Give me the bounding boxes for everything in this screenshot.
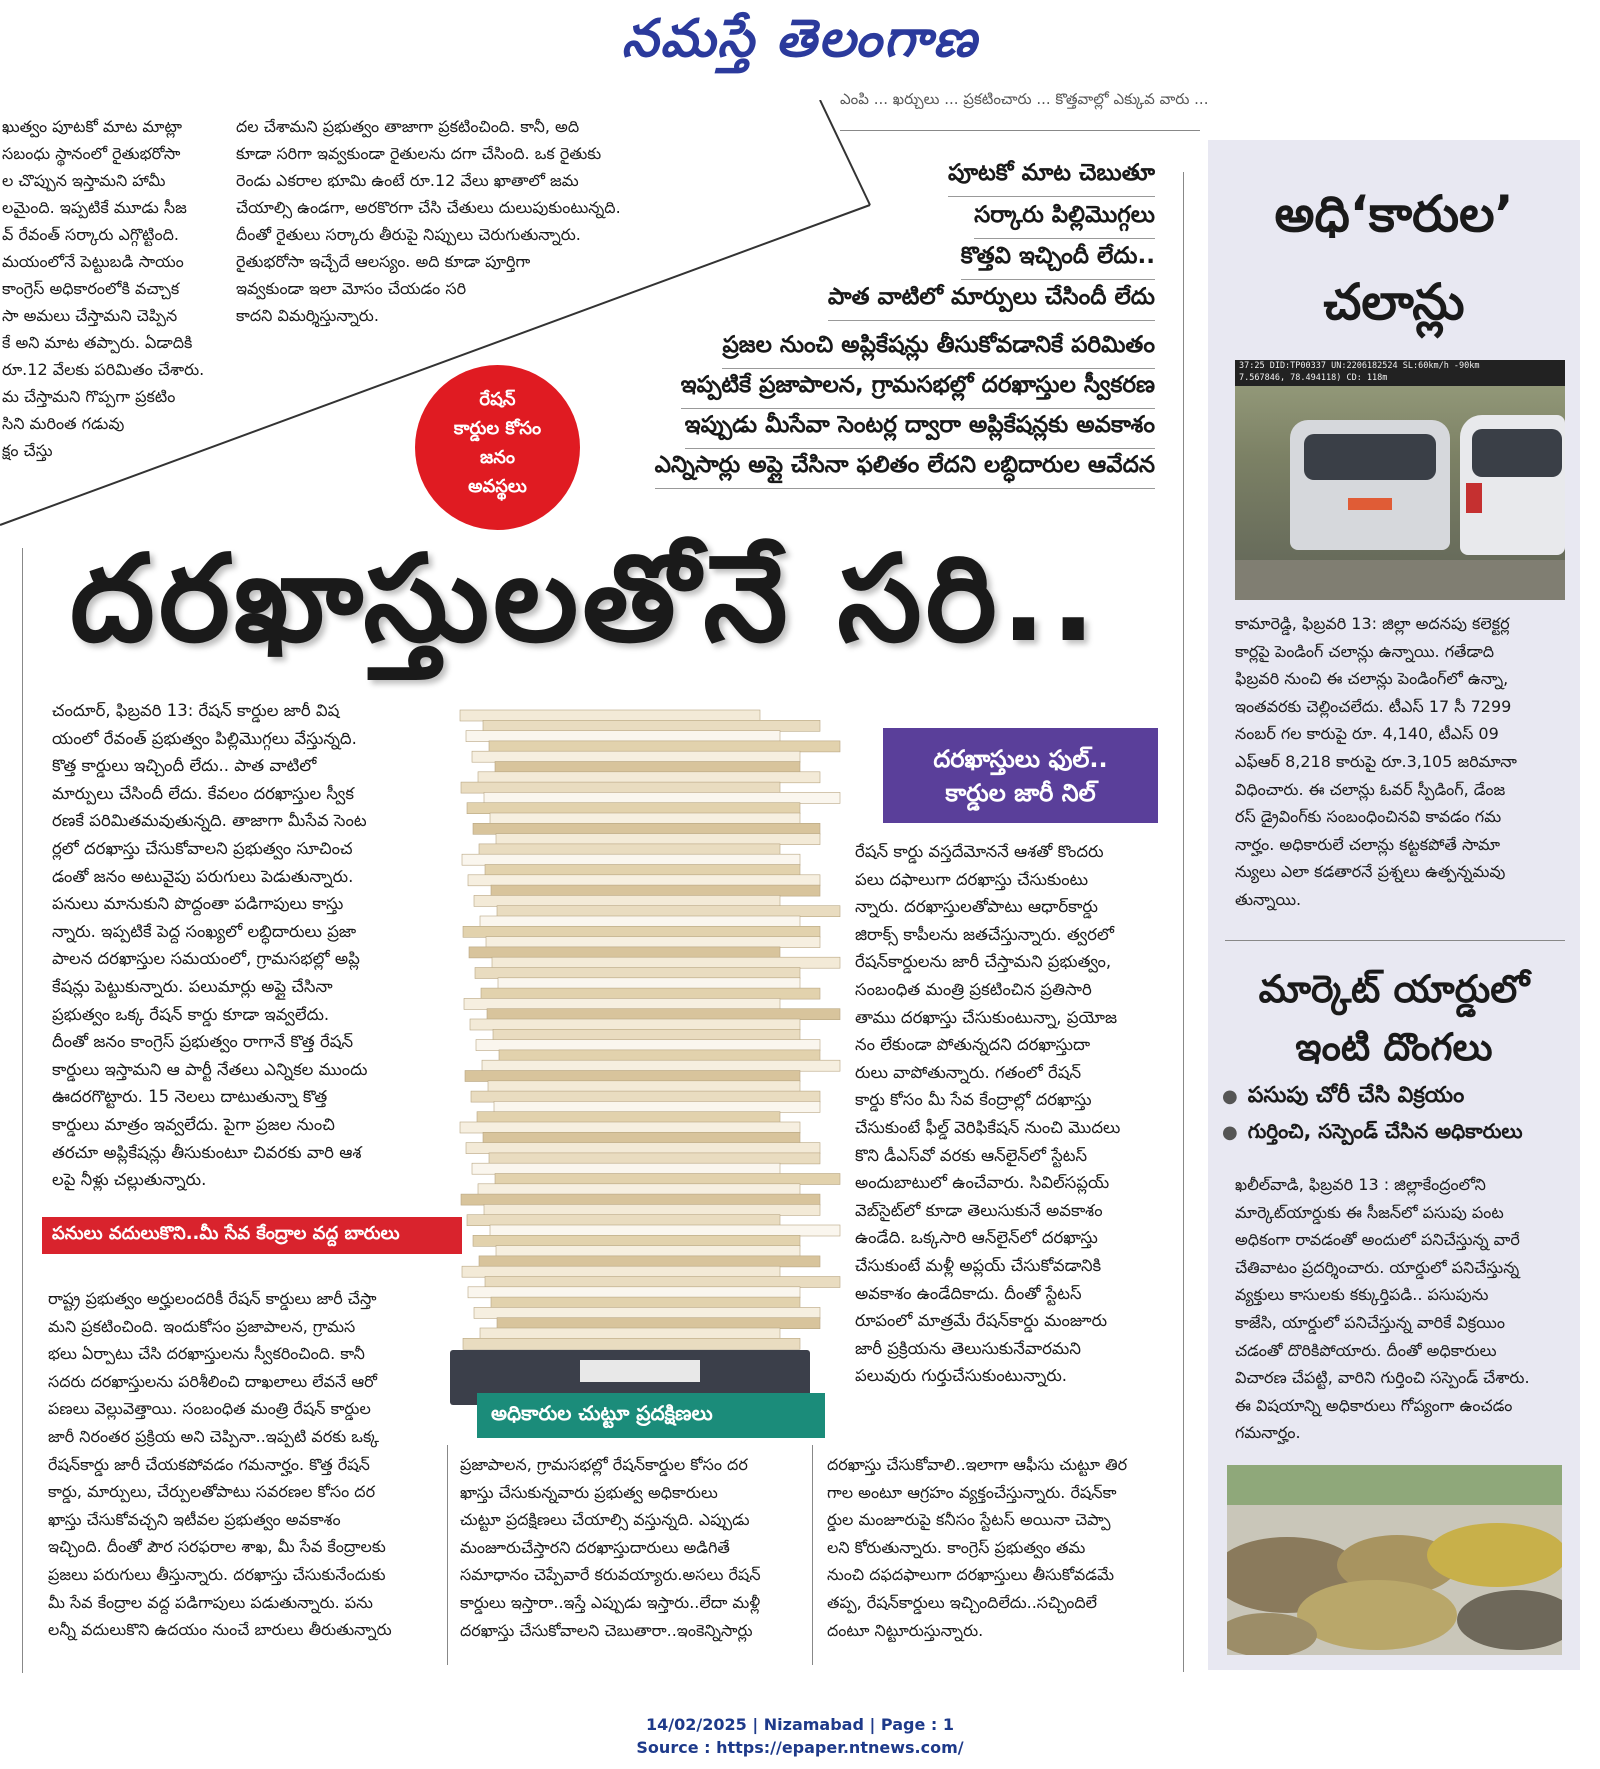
- paper-layer: [479, 844, 780, 855]
- text-line: ల చొప్పున ఇస్తామని హామీ: [2, 171, 166, 190]
- badge-line: కార్డుల కోసం: [453, 418, 542, 439]
- text-line: క్షం చేస్తు: [2, 441, 53, 460]
- car-shape: [1460, 415, 1565, 555]
- text-line: వెబ్‌సైట్‌లో కూడా తెలుసుకునే అవకాశం: [855, 1200, 1103, 1220]
- paper-layer: [464, 998, 780, 1009]
- box-line: కార్డుల జారీ నిల్: [945, 779, 1096, 807]
- text-line: లపై నీళ్లు చల్లుతున్నారు.: [52, 1170, 207, 1190]
- text-line: పలువురు గుర్తుచేసుకుంటున్నారు.: [855, 1366, 1068, 1386]
- paper-layer: [489, 1153, 820, 1164]
- text-line: చేసుకుంటే మళ్లీ అప్లయ్ చేసుకోవడానికి: [855, 1255, 1102, 1275]
- article-right-col: [855, 838, 1157, 1390]
- paper-layer: [461, 782, 780, 793]
- text-line: ఊదరగొట్టారు. 15 నెలలు దాటుతున్నా కొత్త: [52, 1087, 328, 1107]
- text-line: న్నారు. దరఖాస్తులతోపాటు ఆధార్‌కార్డు: [855, 897, 1098, 917]
- prev-story-col1: [2, 113, 212, 464]
- text-line: ఇచ్చింది. దీంతో పౌర సరఫరాల శాఖ, మీ సేవ కేంద్రాలకు: [48, 1537, 386, 1557]
- text-line: మీ సేవ కేంద్రాల వద్ద పడిగాపులు పడుతున్నారు. పను: [48, 1592, 373, 1612]
- camera-overlay: [1235, 360, 1565, 386]
- deck-line: పాత వాటిలో మార్పులు చేసిందీ లేదు: [828, 284, 1155, 321]
- paper-layer: [480, 1328, 780, 1339]
- paper-layer: [467, 1215, 780, 1226]
- text-line: కామారెడ్డి, ఫిబ్రవరి 13: జిల్లా అదనపు కలెక్టర్ల: [1235, 614, 1510, 633]
- paper-layer: [482, 1060, 840, 1071]
- text-line: రాష్ట్ర ప్రభుత్వం అర్హులందరికీ రేషన్ కార్డులు జారీ చేస్తా: [48, 1289, 377, 1308]
- paper-layer: [473, 823, 820, 834]
- text-line: మ చేస్తామని గొప్పగా ప్రకటిం: [2, 387, 176, 406]
- paper-layer: [475, 968, 800, 979]
- paper-layer: [478, 772, 820, 783]
- text-line: జిరాక్స్ కాపీలను జతచేస్తున్నారు. త్వరలో: [855, 924, 1114, 944]
- text-line: కాంగ్రెస్ అధికారంలోకి వచ్చాక: [2, 279, 180, 298]
- sidebar-title: [1210, 170, 1578, 346]
- text-line: జారీ ప్రక్రియను తెలుసుకునేవారమని: [855, 1338, 1081, 1358]
- text-line: రస్ డ్రైవింగ్‌కు సంబంధించినవి కావడం గమ: [1235, 807, 1502, 827]
- text-line: రెండు ఎకరాల భూమి ఉంటే రూ.12 వేలు ఖాతాలో జమ: [236, 171, 579, 190]
- badge-line: రేషన్: [479, 389, 516, 410]
- text-line: న్నారు. ఇప్పటికే పెద్ద సంఖ్యలో లబ్ధిదారులు ప్రజా: [52, 921, 357, 941]
- bullet-list: [1222, 1083, 1572, 1148]
- text-line: కూడా సరిగా ఇవ్వకుండా రైతులను దగా చేసింది. ఒక రైతుకు: [236, 144, 602, 163]
- bullet-icon: ●: [1222, 1086, 1238, 1107]
- paper-layer: [460, 1122, 800, 1133]
- paper-layer: [490, 1225, 840, 1236]
- text-line: ఖుత్వం పూటకో మాట మాట్లా: [2, 117, 182, 136]
- deck-line: ఎన్నిసార్లు అప్లై చేసినా ఫలితం లేదని లబ్ధిదారుల ఆవేదన: [655, 452, 1155, 489]
- divider: [447, 1445, 448, 1665]
- deck-line: ఇప్పటికే ప్రజాపాలన, గ్రామసభల్లో దరఖాస్తుల స్వీకరణ: [681, 372, 1155, 409]
- paper-layer: [484, 792, 840, 803]
- text-line: పనులు మానుకుని పొద్దంతా పడిగాపులు కాస్తు: [52, 894, 344, 914]
- subhead-bar: పనులు వదులుకొని..మీ సేవ కేంద్రాల వద్ద బారులు: [42, 1217, 462, 1254]
- text-line: భలు ఏర్పాటు చేసి దరఖాస్తులను స్వీకరించింది. కానీ: [48, 1344, 365, 1364]
- text-line: రూ.12 వేలకు పరిమితం చేశారు.: [2, 360, 205, 379]
- paper-layer: [486, 937, 820, 948]
- paper-layer: [495, 762, 800, 773]
- divider: [840, 130, 1200, 131]
- text-line: ఖలీల్‌వాడి, ఫిబ్రవరి 13 : జిల్లాకేంద్రంలోని: [1235, 1175, 1486, 1194]
- text-line: సబంధు స్థానంలో రైతుభరోసా: [2, 144, 181, 163]
- text-line: న్యులు ఎలా కడతారనే ప్రశ్నలు ఉత్పన్నమవు: [1235, 862, 1506, 882]
- paper-layer: [471, 1091, 820, 1102]
- text-line: చడంతో దొరికిపోయారు. దీంతో అధికారులు: [1235, 1340, 1497, 1360]
- text-line: ఖాస్తు చేసుకోవచ్చని ఇటీవల ప్రభుత్వం అవకాశం: [48, 1509, 341, 1529]
- text-line: లని కోరుతున్నారు. కాంగ్రెస్ ప్రభుత్వం తమ: [827, 1537, 1086, 1557]
- divider: [1183, 172, 1184, 1672]
- text-line: చందూర్, ఫిబ్రవరి 13: రేషన్ కార్డుల జారీ విష: [52, 701, 340, 720]
- deck-line: పూటకో మాట చెబుతూ: [948, 160, 1155, 197]
- footer-source: Source : https://epaper.ntnews.com/: [636, 1738, 964, 1757]
- paper-layer: [495, 1174, 840, 1185]
- paper-layer: [492, 957, 840, 968]
- paper-layer: [478, 1184, 800, 1195]
- paper-layer: [476, 1040, 820, 1051]
- text-line: తాము దరఖాస్తు చేసుకుంటున్నా, ప్రయోజ: [855, 1007, 1118, 1027]
- paper-layer: [466, 1143, 820, 1154]
- text-line: సంబంధిత మంత్రి ప్రకటించిన ప్రతిసారి: [855, 979, 1092, 999]
- text-line: విచారణ చేపట్టి, వారిని గుర్తించి సస్పెండ్ చేశారు.: [1235, 1368, 1530, 1388]
- paper-layer: [491, 1297, 800, 1308]
- article-left-col: [52, 697, 402, 1194]
- text-line: జారీ నిరంతర ప్రక్రియ అని చెప్పినా..ఇప్పటి వరకు ఒక్క: [48, 1426, 380, 1446]
- paper-layer: [481, 988, 820, 999]
- text-line: లమైంది. ఇప్పటికే మూడు సీజ: [2, 198, 187, 217]
- paper-stack-image: [410, 700, 850, 1410]
- text-line: తప్ప, రేషన్‌కార్డులు ఇచ్చిందిలేదు..సచ్చిందిలే: [827, 1592, 1098, 1612]
- paper-layer: [499, 1050, 820, 1061]
- divider: [1225, 940, 1565, 941]
- paper-layer: [460, 710, 760, 721]
- paper-layer: [487, 1009, 840, 1020]
- paper-layer: [497, 906, 840, 917]
- cut-off-line: ఎంపి ... ఖర్చులు ... ప్రకటించారు ... కొత్తవాల్లో ఎక్కువ వారు ...: [840, 90, 1209, 108]
- paper-layer: [496, 1246, 800, 1257]
- paper-layer: [494, 1101, 820, 1112]
- paper-layer: [483, 1132, 800, 1143]
- text-line: సదరు దరఖాస్తులను పరిశీలించి దాఖలాలు లేవనే ఆరో: [48, 1371, 377, 1391]
- text-line: ఈ విషయాన్ని అధికారులు గోప్యంగా ఉంచడం: [1235, 1395, 1513, 1415]
- text-line: కార్డులు మాత్రం ఇవ్వలేదు. పైగా ప్రజల నుంచి: [52, 1114, 335, 1134]
- text-line: ఉండేది. ఒక్కసారి ఆన్‌లైన్‌లో దరఖాస్తు: [855, 1228, 1098, 1248]
- text-line: దరఖాస్తు చేసుకోవాలి..ఇలాగా ఆఫీసు చుట్టూ తిర: [827, 1455, 1128, 1474]
- paper-layer: [484, 1204, 820, 1215]
- text-line: ర్డుల మంజూరుపై కనీసం స్టేటస్ అయినా చెప్పా: [827, 1510, 1111, 1530]
- overlay-line: 7.567846, 78.494118) CD: 118m: [1239, 373, 1388, 383]
- text-line: తున్నాయి.: [1235, 889, 1302, 909]
- text-line: అందుబాటులో ఉంచేవారు. సివిల్‌సప్లయ్: [855, 1173, 1110, 1193]
- text-line: విధించారు. ఈ చలాన్లు ఓవర్ స్పీడింగ్, డేంజ: [1235, 779, 1506, 799]
- paper-layer: [477, 1112, 780, 1123]
- article-right-col2: [827, 1451, 1165, 1644]
- bullet-text: గుర్తించి, సస్పెండ్ చేసిన అధికారులు: [1247, 1119, 1523, 1143]
- paper-layer: [466, 731, 780, 742]
- paper-layer: [470, 1019, 800, 1030]
- text-line: మయంలోనే పెట్టుబడి సాయం: [2, 252, 184, 271]
- text-line: దరఖాస్తు చేసుకోవాలని చెబుతారా..ఇంకెన్నిసార్లు: [460, 1620, 753, 1640]
- text-line: వ్యక్తులు కాసులకు కక్కుర్తిపడి.. పసుపును: [1235, 1285, 1489, 1305]
- text-line: చేతివాటం ప్రదర్శించారు. యార్డులో పనిచేస్తున్న: [1235, 1257, 1520, 1277]
- text-line: డంతో జనం అటువైపు పరుగులు పెడుతున్నారు.: [52, 866, 354, 886]
- text-line: చేసుకుంటే ఫీల్డ్ వెరిఫికేషన్ నుంచి మొదలు: [855, 1117, 1121, 1137]
- text-line: సా అమలు చేస్తామని చెప్పిన: [2, 306, 178, 325]
- paper-layer: [463, 926, 820, 937]
- text-line: మని ప్రకటించింది. ఇందుకోసం ప్రజాపాలన, గ్రామస: [48, 1316, 356, 1336]
- deck-line: కొత్తవి ఇచ్చిందీ లేదు..: [961, 243, 1155, 280]
- text-line: రులు వాపోతున్నారు. గతంలో రేషన్: [855, 1062, 1082, 1082]
- text-line: దీంతో జనం కాంగ్రెస్ ప్రభుత్వం రాగానే కొత్త రేషన్: [52, 1032, 354, 1052]
- text-line: కార్డులు ఇస్తామని ఆ పార్టీ నేతలు ఎన్నికల ముందు: [52, 1059, 368, 1079]
- text-line: కార్లపై పెండింగ్ చలాన్లు ఉన్నాయి. గతేడాది: [1235, 641, 1495, 661]
- paper-layer: [485, 1277, 840, 1288]
- paper-layer: [461, 1194, 820, 1205]
- box-line: దరఖాస్తులు ఫుల్..: [933, 745, 1108, 773]
- paper-layer: [473, 1235, 800, 1246]
- subhead-bar: అధికారుల చుట్టూ ప్రదక్షిణలు: [477, 1393, 825, 1438]
- text-line: కార్డులు ఇస్తారా..ఇస్తే ఎప్పుడు ఇస్తారు..లేదా మళ్లీ: [460, 1592, 761, 1612]
- article-mid-col: [460, 1451, 802, 1644]
- text-line: రైతుభరోసా ఇచ్చేదే ఆలస్యం. అది కూడా పూర్తిగా: [236, 252, 531, 271]
- text-line: సమాధానం చెప్పేవారే కరువయ్యారు.అసలు రేషన్: [460, 1565, 761, 1585]
- deck: [560, 160, 1155, 500]
- text-line: దీంతో రైతులు సర్కారు తీరుపై నిప్పులు చెరుగుతున్నారు.: [236, 225, 581, 244]
- paper-layer: [483, 720, 820, 731]
- paper-layer: [490, 813, 800, 824]
- deck-line: సర్కారు పిల్లిమొగ్గలు: [974, 202, 1155, 239]
- text-line: ప్రజలు పరుగులు తీస్తున్నారు. దరఖాస్తు చేసుకునేందుకు: [48, 1564, 386, 1584]
- title-line: చలాన్లు: [1323, 273, 1465, 331]
- text-line: అధికంగా రావడంతో అందులో పనిచేస్తున్న వారే: [1235, 1230, 1520, 1250]
- badge-line: జనం: [480, 447, 515, 468]
- paper-layer: [496, 834, 820, 845]
- text-line: నంబర్ గల కారుపై రూ. 4,140, టీఎస్ 09: [1235, 724, 1499, 744]
- title-line: మార్కెట్ యార్డులో: [1258, 967, 1530, 1011]
- text-line: నార్హం. అధికారులే చలాన్లు కట్టకపోతే సామా: [1235, 834, 1501, 854]
- text-line: రేషన్‌కార్డులను జారీ చేస్తామని ప్రభుత్వం,: [855, 952, 1112, 972]
- text-line: కార్డు కోసం మీ సేవ కేంద్రాల్లో దరఖాస్తు: [855, 1090, 1092, 1110]
- paper-layer: [485, 865, 800, 876]
- text-line: ప్రజాపాలన, గ్రామసభల్లో రేషన్‌కార్డుల కోసం దర: [460, 1455, 748, 1474]
- text-line: చుట్టూ ప్రదక్షిణలు చేయాల్సి వస్తున్నది. ఎప్పుడు: [460, 1510, 750, 1530]
- text-line: రూపంలో మాత్రమే రేషన్‌కార్డు మంజూరు: [855, 1311, 1108, 1331]
- sidebar-story1-body: [1235, 610, 1565, 914]
- red-circle-badge: [415, 365, 580, 530]
- text-line: కాజేసి, యార్డులో పనిచేస్తున్న వారికే విక్రయిం: [1235, 1312, 1505, 1332]
- divider: [812, 1445, 813, 1665]
- text-line: గమనార్హం.: [1235, 1423, 1301, 1443]
- text-line: ఎఫ్ఆర్ 8,218 కారుపై రూ.3,105 జరిమానా: [1235, 751, 1517, 771]
- deck-line: ఇప్పుడు మీసేవా సెంటర్ల ద్వారా అప్లికేషన్లకు అవకాశం: [685, 412, 1155, 449]
- bullet-item: [1222, 1083, 1572, 1113]
- text-line: రణకే పరిమితమవుతున్నది. తాజాగా మీసేవ సెంట: [52, 811, 367, 831]
- text-line: లన్నీ వదులుకొని ఉదయం నుంచే బారులు తీరుతున్నారు: [48, 1620, 392, 1640]
- main-headline: దరఖాస్తులతోనే సరి..: [70, 530, 1100, 669]
- paper-layer: [497, 1318, 820, 1329]
- bullet-item: [1222, 1119, 1572, 1148]
- paper-layer: [488, 1081, 800, 1092]
- text-line: నుంచి దఫదఫాలుగా దరఖాస్తులు తీసుకోవడమే: [827, 1565, 1115, 1585]
- text-line: పణలు వెల్లువెత్తాయి. సంబంధిత మంత్రి రేషన్ కార్డుల: [48, 1399, 371, 1419]
- overlay-line: 37:25 DID:TP00337 UN:2206182524 SL:60km/h -90km: [1239, 361, 1480, 371]
- footer-dateline: 14/02/2025 | Nizamabad | Page : 1: [646, 1715, 954, 1734]
- text-line: కార్డు, మార్పులు, చేర్పులతోపాటు సవరణల కోసం దర: [48, 1482, 376, 1502]
- text-line: వ్ రేవంత్ సర్కారు ఎగ్గొట్టింది.: [2, 225, 180, 244]
- paper-layer: [462, 854, 800, 865]
- deck-line: ప్రజల నుంచి అప్లికేషన్లు తీసుకోవడానికే పరిమితం: [722, 332, 1155, 369]
- text-line: ర్లలో దరఖాస్తు చేసుకోవాలని ప్రభుత్వం సూచించ: [52, 838, 353, 858]
- paper-layer: [479, 1256, 820, 1267]
- text-line: మార్పులు చేసిందీ లేదు. కేవలం దరఖాస్తుల స్వీక: [52, 783, 354, 803]
- article-left-col2: [48, 1285, 433, 1644]
- paper-layer: [493, 1029, 800, 1040]
- text-line: సిని మరింత గడువు: [2, 414, 125, 433]
- text-line: కాదని విమర్శిస్తున్నారు.: [236, 306, 379, 325]
- paper-layer: [463, 1338, 800, 1349]
- paper-layer: [467, 803, 800, 814]
- text-line: కేషన్లు పెట్టుకున్నారు. పలుమార్లు అప్లై చేసినా: [52, 976, 333, 996]
- masthead-logo: నమస్తే తెలంగాణ: [621, 8, 979, 69]
- text-line: కొని డీఎస్‌వో వరకు ఆన్‌లైన్‌లో స్టేటస్: [855, 1145, 1088, 1165]
- paper-layer: [474, 895, 780, 906]
- traffic-camera-photo: [1235, 360, 1565, 600]
- text-line: దల చేశామని ప్రభుత్వం తాజాగా ప్రకటించింది. కానీ, అది: [236, 117, 580, 136]
- text-line: రేషన్ కార్డు వస్తదేమోననే ఆశతో కొందరు: [855, 842, 1104, 861]
- paper-layer: [472, 751, 800, 762]
- paper-layer: [480, 916, 800, 927]
- title-line: అధి‘కారుల’: [1274, 185, 1514, 243]
- badge-line: అవస్థలు: [468, 476, 527, 497]
- paper-layer: [462, 1266, 780, 1277]
- turmeric-market-photo: [1227, 1465, 1562, 1655]
- text-line: ఇవ్వకుండా ఇలా మోసం చేయడం సరి: [236, 279, 467, 298]
- text-line: తరచూ అప్లికేషన్లు తీసుకుంటూ చివరకు వారి ఆశ: [52, 1142, 362, 1162]
- paper-layer: [465, 1071, 800, 1082]
- text-line: పాలన దరఖాస్తుల సమయంలో, గ్రామసభల్లో అప్లి: [52, 949, 360, 969]
- car-shape: [1290, 420, 1450, 550]
- text-line: ఫిబ్రవరి నుంచి ఈ చలాన్లు పెండింగ్‌లో ఉన్నా,: [1235, 669, 1509, 689]
- text-line: కొత్త కార్డులు ఇచ్చిందీ లేదు.. పాత వాటిలో: [52, 756, 317, 776]
- text-line: దంటూ నిట్టూరుస్తున్నారు.: [827, 1620, 984, 1640]
- text-line: కే అని మాట తప్పారు. ఏడాదికి: [2, 333, 193, 352]
- text-line: ఇంతవరకు చెల్లించలేదు. టీఎస్ 17 సీ 7299: [1235, 696, 1512, 716]
- paper-layer: [468, 875, 820, 886]
- text-line: నం లేకుండా పోతున్నదని దరఖాస్తుదా: [855, 1035, 1091, 1055]
- text-line: పలు దఫాలుగా దరఖాస్తు చేసుకుంటు: [855, 869, 1089, 889]
- bullet-icon: ●: [1222, 1122, 1238, 1143]
- text-line: రేషన్‌కార్డు జారీ చేయకపోవడం గమనార్హం. కొత్త రేషన్: [48, 1454, 370, 1474]
- sidebar-story2-body: [1235, 1171, 1565, 1447]
- paper-layer: [469, 947, 780, 958]
- text-line: ప్రభుత్వం ఒక్క రేషన్ కార్డు కూడా ఇవ్వలేదు.: [52, 1004, 330, 1024]
- paper-layer: [468, 1287, 800, 1298]
- text-line: అవకాశం ఉండేదికాదు. దీంతో స్టేటస్: [855, 1283, 1082, 1303]
- text-line: యంలో రేవంత్ ప్రభుత్వం పిల్లిమొగ్గలు వేస్తున్నది.: [52, 728, 357, 748]
- text-line: మార్కెట్‌యార్డుకు ఈ సీజన్‌లో పసుపు పంట: [1235, 1202, 1504, 1222]
- highlight-box: [883, 728, 1158, 823]
- text-line: ఖాస్తు చేసుకున్నవారు ప్రభుత్వ అధికారులు: [460, 1482, 718, 1502]
- paper-layer: [498, 978, 800, 989]
- paper-layer: [474, 1307, 820, 1318]
- sidebar-title: [1210, 960, 1578, 1076]
- text-line: చేయాల్సి ఉండగా, అరకొరగా చేసి చేతులు దులుపుకుంటున్నది.: [236, 198, 621, 217]
- text-line: మంజూరుచేస్తారని దరఖాస్తుదారులు అడిగితే: [460, 1537, 730, 1557]
- divider: [22, 548, 23, 1673]
- text-line: గాల అంటూ ఆగ్రహం వ్యక్తంచేస్తున్నారు. రేషన్‌కా: [827, 1482, 1117, 1502]
- paper-layer: [472, 1163, 780, 1174]
- bullet-text: పసుపు చోరీ చేసి విక్రయం: [1247, 1083, 1465, 1108]
- paper-layer: [491, 885, 820, 896]
- title-line: ఇంటి దొంగలు: [1295, 1025, 1493, 1069]
- paper-layer: [489, 741, 840, 752]
